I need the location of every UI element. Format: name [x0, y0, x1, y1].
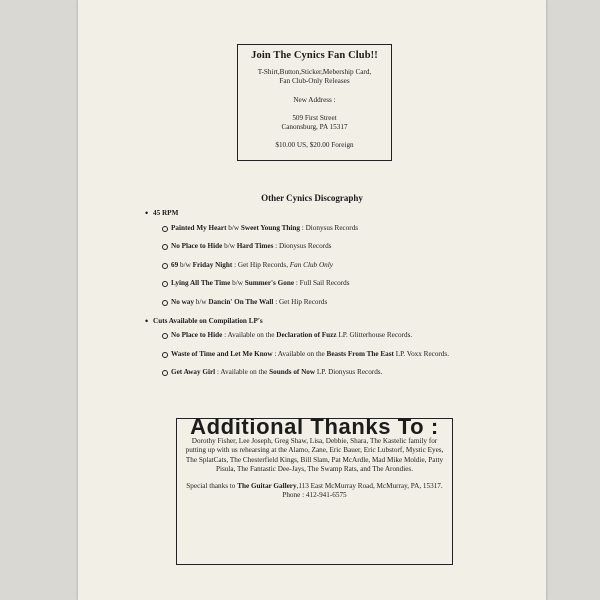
song-title: Painted My Heart [171, 223, 227, 232]
record-label: LP. Dionysus Records. [315, 368, 383, 377]
record-label: LP. Voxx Records. [393, 349, 449, 358]
circle-bullet-icon [162, 333, 168, 339]
circle-bullet-icon [162, 263, 168, 269]
album-title: Beasts From The East [326, 349, 394, 358]
address-city: Canonsburg, PA 15317 [281, 123, 348, 132]
record-label: : Dionysus Records [300, 223, 359, 232]
discography-title: Other Cynics Discography [261, 193, 363, 203]
bullet-icon: • [145, 315, 149, 326]
thanks-box [176, 414, 453, 565]
song-title: 69 [171, 260, 179, 269]
song-title: Dancin' On The Wall [208, 297, 274, 306]
list-item: 69 b/w Friday Night : Get Hip Records, Fan Club Only [145, 261, 525, 271]
discography-list [145, 209, 525, 387]
song-title: Lying All The Time [171, 279, 231, 288]
song-title: Hard Times [236, 242, 274, 251]
song-title: No Place to Hide [171, 331, 223, 340]
fan-club-items-line1: T-Shirt,Button,Sticker,Mebership Card, [257, 68, 372, 77]
new-address-label: New Address : [293, 95, 336, 104]
list-item: Lying All The Time b/w Summer's Gone : Full Sail Records [145, 279, 525, 289]
list-item: No way b/w Dancin' On The Wall : Get Hip Records [145, 298, 525, 308]
list-item: Waste of Time and Let Me Know : Available on the Beasts From The East LP. Voxx Records. [145, 350, 525, 360]
song-title: Sweet Young Thing [240, 223, 300, 232]
song-title: Friday Night [192, 260, 233, 269]
record-label: : Get Hip Records [273, 297, 328, 306]
fan-club-items-line2: Fan Club-Only Releases [279, 77, 350, 86]
circle-bullet-icon [162, 370, 168, 376]
list-item: No Place to Hide : Available on the Declaration of Fuzz LP. Glitterhouse Records. [145, 331, 525, 341]
record-label: : Dionysus Records [273, 242, 332, 251]
section-heading-text: 45 RPM [153, 209, 179, 217]
song-title: No way [171, 297, 194, 306]
special-thanks-paragraph: Special thanks to The Guitar Gallery,113 East McMurray Road, McMurray, PA, 15317. Phone : 412-941-6575 [186, 482, 443, 500]
thanks-title: Additional Thanks To : [190, 414, 439, 439]
bullet-icon: • [145, 208, 149, 218]
song-title: Get Away Girl [171, 368, 216, 377]
fan-club-title: Join The Cynics Fan Club!! [251, 50, 378, 61]
guitar-gallery-name: The Guitar Gallery [237, 482, 297, 491]
list-item: Get Away Girl : Available on the Sounds of Now LP. Dionysus Records. [145, 368, 525, 378]
thanks-paragraph: Dorothy Fisher, Lee Joseph, Greg Shaw, Lisa, Debbie, Shara, The Kastelic family for putting up with us rehearsing at the Alamo, Zane, Eric Bauer, Eric Lubstorf, Mystic Eyes, The SplatCats, The Chesterfield Kings, Bill Slam, Pat McArdle, Mad Mike Moldie, Patty Pisula, The Fantastic Dee-Jays, The Swamp Rats, and The Arondies. [185, 437, 444, 473]
flyer-page [78, 0, 546, 600]
circle-bullet-icon [162, 244, 168, 250]
section-heading-text: Cuts Available on Compilation LP's [153, 316, 263, 325]
record-label: : Get Hip Records, [232, 260, 290, 269]
song-title: Summer's Gone [244, 279, 295, 288]
record-label: : Full Sail Records [294, 279, 350, 288]
album-title: Declaration of Fuzz [276, 331, 337, 340]
song-title: No Place to Hide [171, 242, 223, 251]
list-item: No Place to Hide b/w Hard Times : Dionysus Records [145, 242, 525, 252]
address-street: 509 First Street [292, 113, 337, 122]
circle-bullet-icon [162, 300, 168, 306]
fan-club-box [237, 44, 392, 161]
membership-price: $10.00 US, $20.00 Foreign [275, 141, 354, 150]
record-label: LP. Glitterhouse Records. [336, 331, 413, 340]
section-heading [145, 317, 525, 327]
circle-bullet-icon [162, 226, 168, 232]
circle-bullet-icon [162, 281, 168, 287]
album-title: Sounds of Now [269, 368, 316, 377]
fan-club-only-note: Fan Club Only [289, 260, 333, 269]
section-heading [145, 209, 525, 219]
list-item: Painted My Heart b/w Sweet Young Thing : Dionysus Records [145, 224, 525, 234]
circle-bullet-icon [162, 352, 168, 358]
song-title: Waste of Time and Let Me Know [171, 349, 273, 358]
